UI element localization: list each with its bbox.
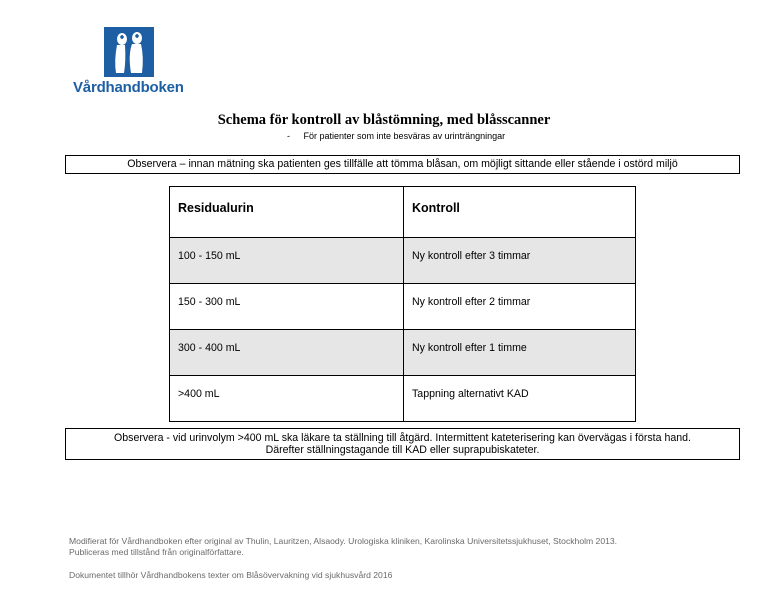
cell-volume: 100 - 150 mL	[170, 238, 404, 284]
footer-line1: Modifierat för Vårdhandboken efter original av Thulin, Lauritzen, Alsaody. Urologiska kliniken, Karolinska Universitetssjukhuset, Stockholm 2013.	[69, 536, 618, 546]
note-box-top: Observera – innan mätning ska patienten ges tillfälle att tömma blåsan, om möjligt sittande eller stående i ostörd miljö	[65, 155, 740, 174]
cell-volume: 300 - 400 mL	[170, 330, 404, 376]
table-header-row	[170, 187, 636, 238]
footer-line2: Publiceras med tillstånd från originalförfattare.	[69, 547, 244, 557]
subtitle-bullet: -	[287, 131, 290, 141]
table-row	[170, 376, 636, 422]
note-bottom-line1: Observera - vid urinvolym >400 mL ska läkare ta ställning till åtgärd. Intermittent kateterisering kan övervägas i första hand.	[114, 432, 691, 444]
cell-volume: >400 mL	[170, 376, 404, 422]
cell-action: Ny kontroll efter 2 timmar	[404, 284, 636, 330]
footer-ownership: Dokumentet tillhör Vårdhandbokens texter om Blåsövervakning vid sjukhusvård 2016	[69, 570, 393, 580]
cell-action: Ny kontroll efter 1 timme	[404, 330, 636, 376]
cell-volume: 150 - 300 mL	[170, 284, 404, 330]
vardhandboken-logo	[73, 27, 185, 96]
table-row	[170, 330, 636, 376]
cell-action: Ny kontroll efter 3 timmar	[404, 238, 636, 284]
page-title: Schema för kontroll av blåstömning, med blåsscanner	[217, 112, 551, 128]
logo-wordmark: Vårdhandboken	[73, 79, 184, 96]
logo-emblem-icon	[104, 27, 154, 77]
note-box-bottom	[65, 428, 740, 460]
header-kontroll: Kontroll	[404, 187, 636, 238]
note-bottom-line2: Därefter ställningstagande till KAD eller suprapubiskateter.	[265, 444, 540, 456]
subtitle-text: För patienter som inte besväras av urinträngningar	[303, 131, 506, 141]
table-row	[170, 284, 636, 330]
header-residualurin: Residualurin	[170, 187, 404, 238]
table-row	[170, 238, 636, 284]
cell-action: Tappning alternativt KAD	[404, 376, 636, 422]
footer-credits	[69, 536, 617, 558]
subtitle	[287, 131, 505, 141]
control-schedule-table	[169, 186, 636, 422]
